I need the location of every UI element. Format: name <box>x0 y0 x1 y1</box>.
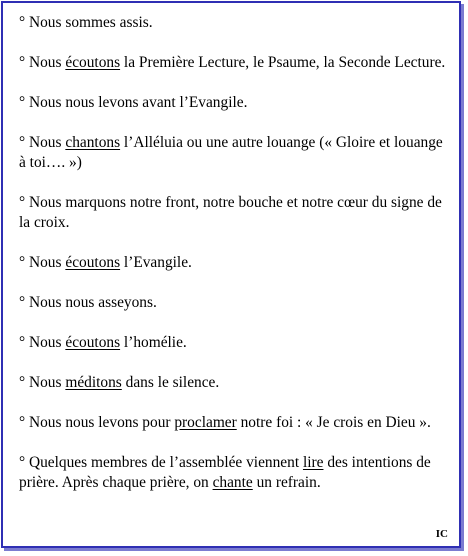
step-text: ° Nous nous levons pour <box>19 414 175 431</box>
step-intentions <box>19 453 451 493</box>
step-proclaim-faith <box>19 413 451 433</box>
step-text: ° Nous nous asseyons. <box>19 294 157 311</box>
step-stand-before-gospel <box>19 93 451 113</box>
step-text: ° Nous <box>19 54 66 71</box>
underlined-verb: chante <box>212 474 253 491</box>
document-frame <box>1 1 461 548</box>
step-text: ° Nous sommes assis. <box>19 14 153 31</box>
underlined-verb: écoutons <box>65 334 121 351</box>
step-text: ° Nous <box>19 334 66 351</box>
step-text: des intentions de prière. Après chaque prière, on <box>19 454 431 491</box>
step-meditate-silence <box>19 373 451 393</box>
underlined-verb: méditons <box>65 374 122 391</box>
underlined-verb: écoutons <box>65 54 121 71</box>
step-text: ° Nous <box>19 374 66 391</box>
step-sing-alleluia <box>19 133 451 173</box>
underlined-verb: écoutons <box>65 254 121 271</box>
liturgy-steps-list <box>19 13 451 513</box>
step-sign-of-cross <box>19 193 451 233</box>
step-text: ° Nous nous levons avant l’Evangile. <box>19 94 248 111</box>
step-text: l’Alléluia ou une autre louange (« Gloire et louange à toi…. ») <box>19 134 443 171</box>
step-seated <box>19 13 451 33</box>
step-text: la Première Lecture, le Psaume, la Seconde Lecture. <box>120 54 446 71</box>
underlined-verb: proclamer <box>174 414 237 431</box>
author-initials: IC <box>435 528 448 540</box>
step-listen-homily <box>19 333 451 353</box>
step-sit-down <box>19 293 451 313</box>
step-text: ° Nous <box>19 254 66 271</box>
underlined-verb: lire <box>302 454 324 471</box>
underlined-verb: chantons <box>65 134 121 151</box>
step-text: notre foi : « Je crois en Dieu ». <box>236 414 431 431</box>
step-text: ° Nous <box>19 134 66 151</box>
step-text: ° Nous marquons notre front, notre bouche et notre cœur du signe de la croix. <box>19 194 442 231</box>
step-text: l’homélie. <box>120 334 187 351</box>
step-listen-readings <box>19 53 451 73</box>
step-text: un refrain. <box>252 474 321 491</box>
step-text: ° Quelques membres de l’assemblée viennent <box>19 454 303 471</box>
step-text: l’Evangile. <box>120 254 192 271</box>
step-text: dans le silence. <box>121 374 220 391</box>
step-listen-gospel <box>19 253 451 273</box>
